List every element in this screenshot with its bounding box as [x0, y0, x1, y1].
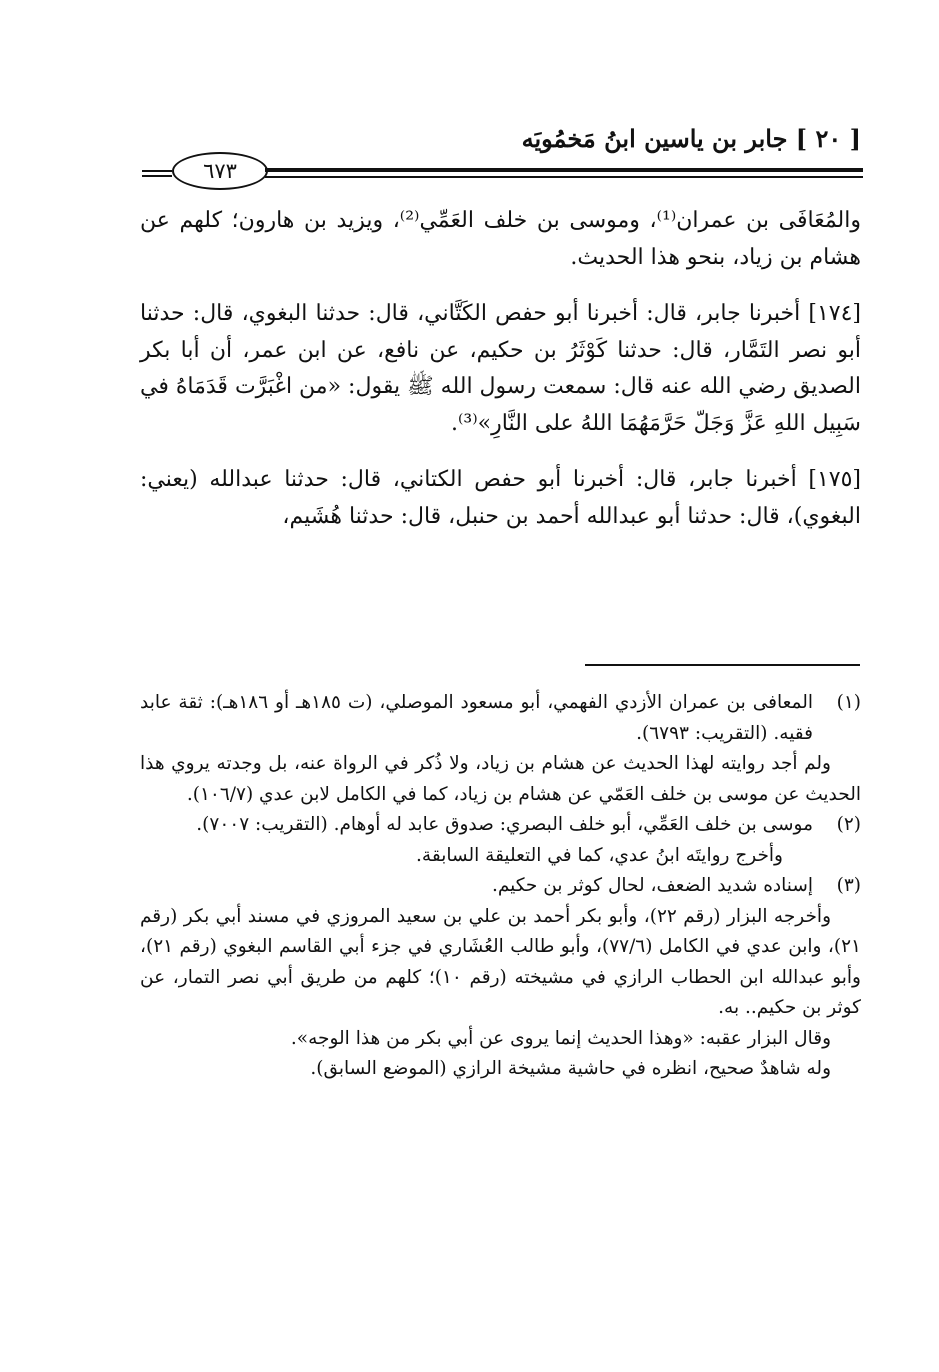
footnote-text: ولم أجد روايته لهذا الحديث عن هشام بن زياد، ولا ذُكر في الرواة عنه، بل وجدته يروي هذا الحديث عن موسى بن خلف العَمّي عن هشام بن زياد، كما في الكامل لابن عدي (١٠٦/٧). — [140, 753, 861, 805]
header-rule — [265, 168, 863, 178]
footnote-text: إسناده شديد الضعف، لحال كوثر بن حكيم. — [491, 875, 813, 896]
paragraph-1: والمُعَافَى بن عمران⁽¹⁾، وموسى بن خلف العَمِّي⁽²⁾، ويزيد بن هارون؛ كلهم عن هشام بن زياد، بنحو هذا الحديث. — [140, 208, 861, 270]
header-rule-left — [142, 170, 172, 172]
main-text — [140, 203, 861, 535]
footnote-2 — [140, 810, 861, 871]
footnote-number: (٢) — [836, 814, 861, 835]
hadith-175: [١٧٥] أخبرنا جابر، قال: أخبرنا أبو حفص الكتاني، قال: حدثنا عبدالله (يعني: البغوي)، قال: حدثنا أبو عبدالله أحمد بن حنبل، قال: حدثنا هُشَيم، — [140, 467, 861, 529]
footnote-separator — [585, 664, 860, 666]
footnote-text: وأخرجه البزار (رقم ٢٢)، وأبو بكر أحمد بن علي بن سعيد المروزي في مسند أبي بكر (رقم ٢١)، وابن عدي في الكامل (٧٧/٦)، وأبو طالب العُشَاري في جزء أبي القاسم البغوي (رقم ٢١)، وأبو عبدالله ابن الحطاب الرازي في مشيخته (رقم ١٠)؛ كلهم من طريق أبي نصر التمار، عن كوثر بن حكيم.. به. — [140, 905, 861, 1018]
footnote-3 — [140, 871, 861, 902]
page-number-badge: ٦٧٣ — [172, 152, 268, 190]
hadith-174: [١٧٤] أخبرنا جابر، قال: أخبرنا أبو حفص الكَتَّاني، قال: حدثنا البغوي، قال: حدثنا أبو نصر التَمَّار، قال: حدثنا كَوْثَرُ بن حكيم، عن نافع، عن ابن عمر، أن أبا بكر الصديق رضي الله عنه قال: سمعت رسول الله ﷺ يقول: «من اغْبَرَّت قَدَمَاهُ في سَبِيل اللهِ عَزَّ وَجَلّ حَرَّمَهُمَا اللهُ على النَّارِ»⁽³⁾. — [140, 301, 861, 436]
running-header: [ ٢٠ ] جابر بن ياسين ابنُ مَخمُويَه — [521, 124, 861, 153]
footnote-text: وله شاهدٌ صحيح، انظره في حاشية مشيخة الرازي (الموضع السابق). — [310, 1058, 831, 1079]
footnote-text: وأخرج روايتَه ابنُ عدي، كما في التعليقة السابقة. — [416, 844, 783, 866]
footnote-1 — [140, 688, 861, 749]
footnote-text: المعافى بن عمران الأزدي الفهمي، أبو مسعود الموصلي، (ت ١٨٥هـ أو ١٨٦هـ): ثقة عابد فقيه. (التقريب: ٦٧٩٣). — [140, 692, 813, 744]
footnote-number: (١) — [836, 692, 861, 713]
footnote-text: وقال البزار عقبه: «وهذا الحديث إنما يروى عن أبي بكر من هذا الوجه». — [290, 1027, 831, 1049]
footnotes — [140, 688, 861, 1085]
footnote-text: موسى بن خلف العَمِّي، أبو خلف البصري: صدوق عابد له أوهام. (التقريب: ٧٠٠٧). — [196, 814, 813, 835]
header-rule-left-2 — [142, 175, 172, 177]
footnote-number: (٣) — [836, 875, 861, 896]
